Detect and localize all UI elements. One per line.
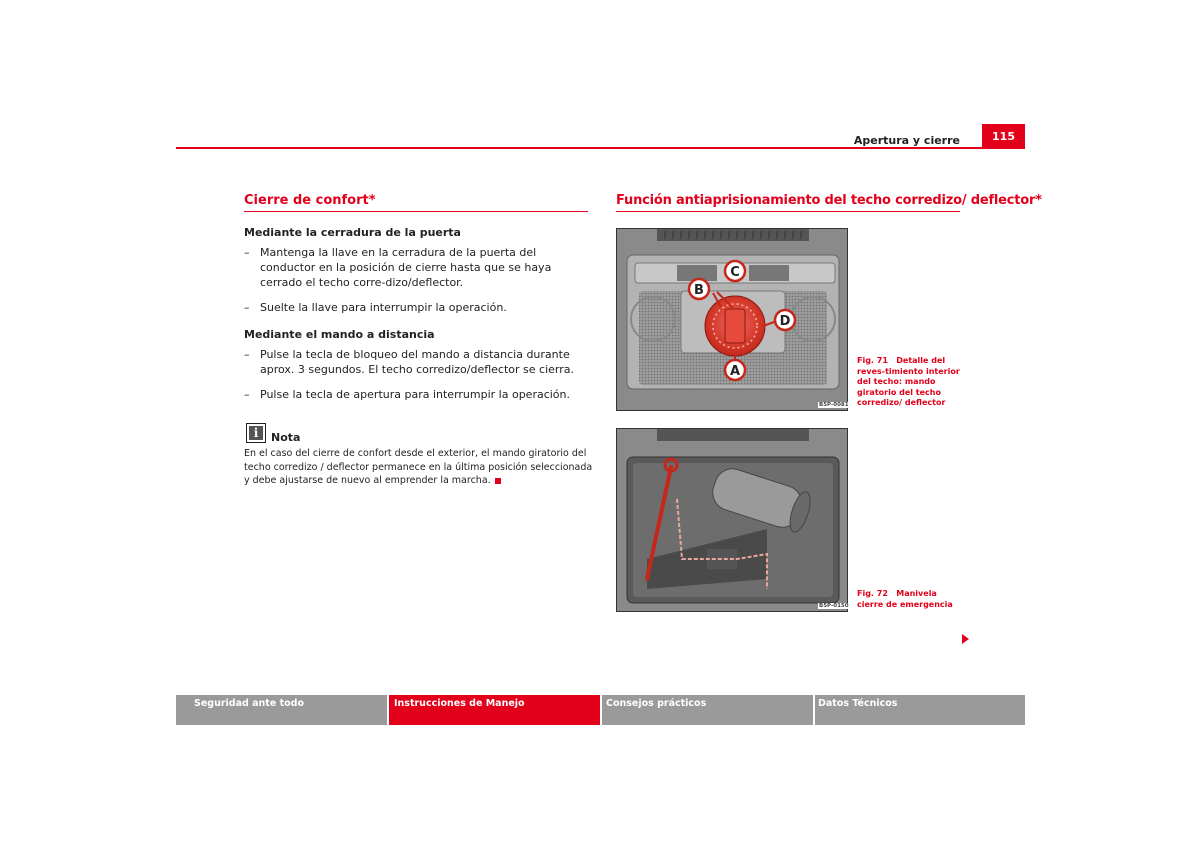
svg-text:C: C (730, 265, 740, 280)
figure-71-rotary-knob (616, 228, 848, 411)
page-number-text: 115 (992, 129, 1015, 143)
figure-72-caption-number: Fig. 72 (857, 589, 888, 598)
footer-tab-datos-tecnicos[interactable]: Datos Técnicos (815, 695, 1025, 725)
info-icon-glyph: i (249, 426, 263, 440)
list-item (244, 387, 590, 402)
section-divider-right (616, 211, 960, 212)
figure-71-caption-text: Detalle del reves-timiento interior del techo: mando giratorio del techo corredizo/ deflector (857, 356, 960, 407)
note-body: En el caso del cierre de confort desde el exterior, el mando giratorio del techo corredizo / deflector permanece en la última posición seleccionada y debe ajustarse de nuevo al emprender la marcha. (244, 448, 593, 486)
section-divider-left (244, 211, 588, 212)
callout-a (725, 360, 745, 380)
top-vent (657, 229, 809, 241)
right-switch (749, 265, 789, 281)
svg-text:B: B (694, 283, 704, 298)
subheading-remote-control: Mediante el mando a distancia (244, 328, 435, 341)
page-number (982, 124, 1025, 148)
list-item-text: Pulse la tecla de bloqueo del mando a distancia durante aprox. 3 segundos. El techo corredizo/deflector se cierra. (260, 348, 574, 376)
next-page-arrow-icon[interactable] (962, 634, 969, 644)
figure-71-caption (857, 356, 965, 409)
header-section-title: Apertura y cierre (853, 134, 960, 147)
list-item (244, 347, 590, 377)
end-of-section-mark (495, 478, 501, 484)
callout-b (689, 279, 709, 299)
list-item (244, 245, 590, 290)
figure-72-illustration (617, 429, 848, 612)
svg-text:D: D (779, 314, 791, 329)
footer-tab-consejos[interactable]: Consejos prácticos (602, 695, 813, 725)
figure-71-caption-number: Fig. 71 (857, 356, 888, 365)
info-icon (246, 423, 266, 443)
figure-72-code: B5P-0150 (819, 603, 849, 609)
callout-c (725, 261, 745, 281)
list-dash: – (244, 348, 250, 361)
list-item-text: Mantenga la llave en la cerradura de la puerta del conductor en la posición de cierre hasta que se haya cerrado el techo corre-dizo/deflector. (260, 246, 552, 289)
figure-72-emergency-crank (616, 428, 848, 612)
list-dash: – (244, 388, 250, 401)
note-label: Nota (271, 431, 301, 444)
list-item (244, 300, 590, 315)
footer-tab-instrucciones-active[interactable]: Instrucciones de Manejo (389, 695, 600, 725)
figure-71-code: B5P-0081 (819, 402, 849, 408)
figure-72-caption-text: Manivela cierre de emergencia (857, 589, 953, 609)
list-dash: – (244, 301, 250, 314)
list-dash: – (244, 246, 250, 259)
svg-text:A: A (729, 364, 741, 379)
footer-tab-seguridad[interactable]: Seguridad ante todo (176, 695, 387, 725)
section-title-cierre-confort: Cierre de confort* (244, 193, 376, 208)
knob-grip (725, 309, 745, 343)
top-vent (657, 429, 809, 441)
list-item-text: Pulse la tecla de apertura para interrumpir la operación. (260, 388, 571, 401)
subheading-door-lock: Mediante la cerradura de la puerta (244, 226, 461, 239)
figure-71-illustration (617, 229, 848, 411)
list-item-text: Suelte la llave para interrumpir la operación. (260, 301, 507, 314)
figure-72-caption (857, 589, 965, 610)
note-text (244, 447, 594, 488)
section-title-anti-pinch: Función antiaprisionamiento del techo corredizo/ deflector* (616, 193, 1042, 208)
callout-d (775, 310, 795, 330)
header-divider (176, 147, 1025, 149)
